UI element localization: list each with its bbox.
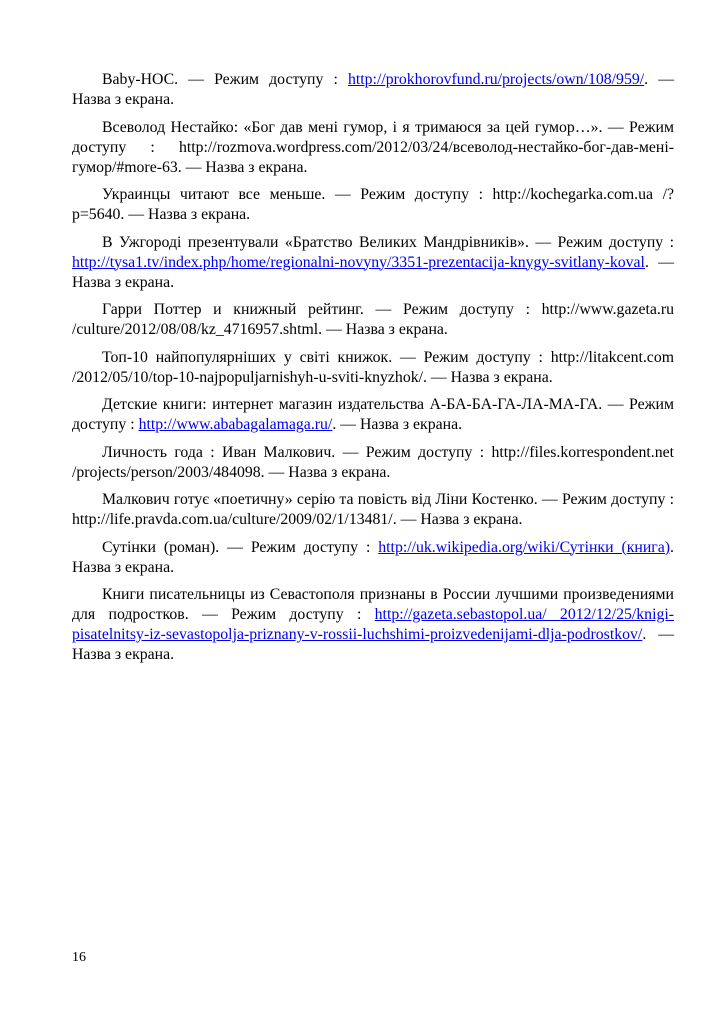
references-list <box>72 70 674 673</box>
reference-link[interactable]: http://uk.wikipedia.org/wiki/Сутінки_(книга) <box>378 538 671 556</box>
reference-text: Baby-НОС. — Режим доступу : <box>102 71 348 88</box>
reference-text-end: . — Назва з екрана. <box>332 416 463 433</box>
reference-link[interactable]: http://prokhorovfund.ru/projects/own/108/959/ <box>347 71 645 88</box>
reference-text: Детские книги: интернет магазин издательства А-БА-БА-ГА-ЛА-МА-ГА. — Режим доступу : <box>72 396 674 433</box>
reference-entry-10 <box>72 538 674 578</box>
reference-text-end: . — Назва з екрана. <box>72 253 674 291</box>
reference-entry-1 <box>72 70 674 110</box>
reference-entry-5 <box>72 300 674 340</box>
reference-text-end: . Назва з екрана. <box>72 538 674 576</box>
reference-entry-6 <box>72 348 674 388</box>
reference-link[interactable]: http://gazeta.sebastopol.ua/ 2012/12/25/knigi-pisatelnitsy-iz-sevastopolja-priznany-v-rossii-luchshimi-proizvedenijami-dlja-podrostkov/ <box>72 606 675 643</box>
reference-entry-3 <box>72 185 674 225</box>
reference-text: В Ужгороді презентували «Братство Великих Мандрівників». — Режим доступу : <box>102 233 674 251</box>
page-number: 16 <box>72 950 86 965</box>
reference-text: Сутінки (роман). — Режим доступу : <box>102 538 379 556</box>
reference-text: Малкович готує «поетичну» серію та повість від Ліни Костенко. — Режим доступу : http://life.pravda.com.ua/culture/2009/02/1/13481/. — Назва з екрана. <box>72 491 674 528</box>
reference-text: Книги писательницы из Севастополя признаны в России лучшими произведениями для подростков. — Режим доступу : <box>72 586 674 623</box>
reference-entry-7 <box>72 395 674 435</box>
reference-text: Всеволод Нестайко: «Бог дав мені гумор, і я тримаюся за цей гумор…». — Режим доступу : http://rozmova.wordpress.com/2012/03/24/всеволод-нестайко-бог-дав-мені-гумор/#more-63. — Назва з екрана. <box>72 118 674 176</box>
reference-entry-8 <box>72 443 674 483</box>
reference-entry-11 <box>72 585 674 665</box>
reference-text: Украинцы читают все меньше. — Режим доступу : http://kochegarka.com.ua /?p=5640. — Назва з екрана. <box>72 186 674 223</box>
reference-text: Личность года : Иван Малкович. — Режим доступу : http://files.korrespondent.net /projects/person/2003/484098. — Назва з екрана. <box>72 443 674 481</box>
reference-text: Гарри Поттер и книжный рейтинг. — Режим доступу : http://www.gazeta.ru /culture/2012/08/08/kz_4716957.shtml. — Назва з екрана. <box>72 301 674 338</box>
reference-entry-4 <box>72 233 674 293</box>
reference-link[interactable]: http://tysa1.tv/index.php/home/regionalni-novyny/3351-prezentacija-knygy-svitlany-koval <box>72 253 645 271</box>
reference-text-end: . — Назва з екрана. <box>72 626 674 663</box>
reference-link[interactable]: http://www.ababagalamaga.ru/ <box>138 416 333 433</box>
reference-text-end: . — Назва з екрана. <box>72 71 674 108</box>
reference-entry-2 <box>72 118 674 178</box>
reference-text: Топ-10 найпопулярніших у світі книжок. — Режим доступу : http://litakcent.com /2012/05/10/top-10-najpopuljarnishyh-u-sviti-knyzhok/. — Назва з екрана. <box>72 348 674 386</box>
reference-entry-9 <box>72 490 674 530</box>
